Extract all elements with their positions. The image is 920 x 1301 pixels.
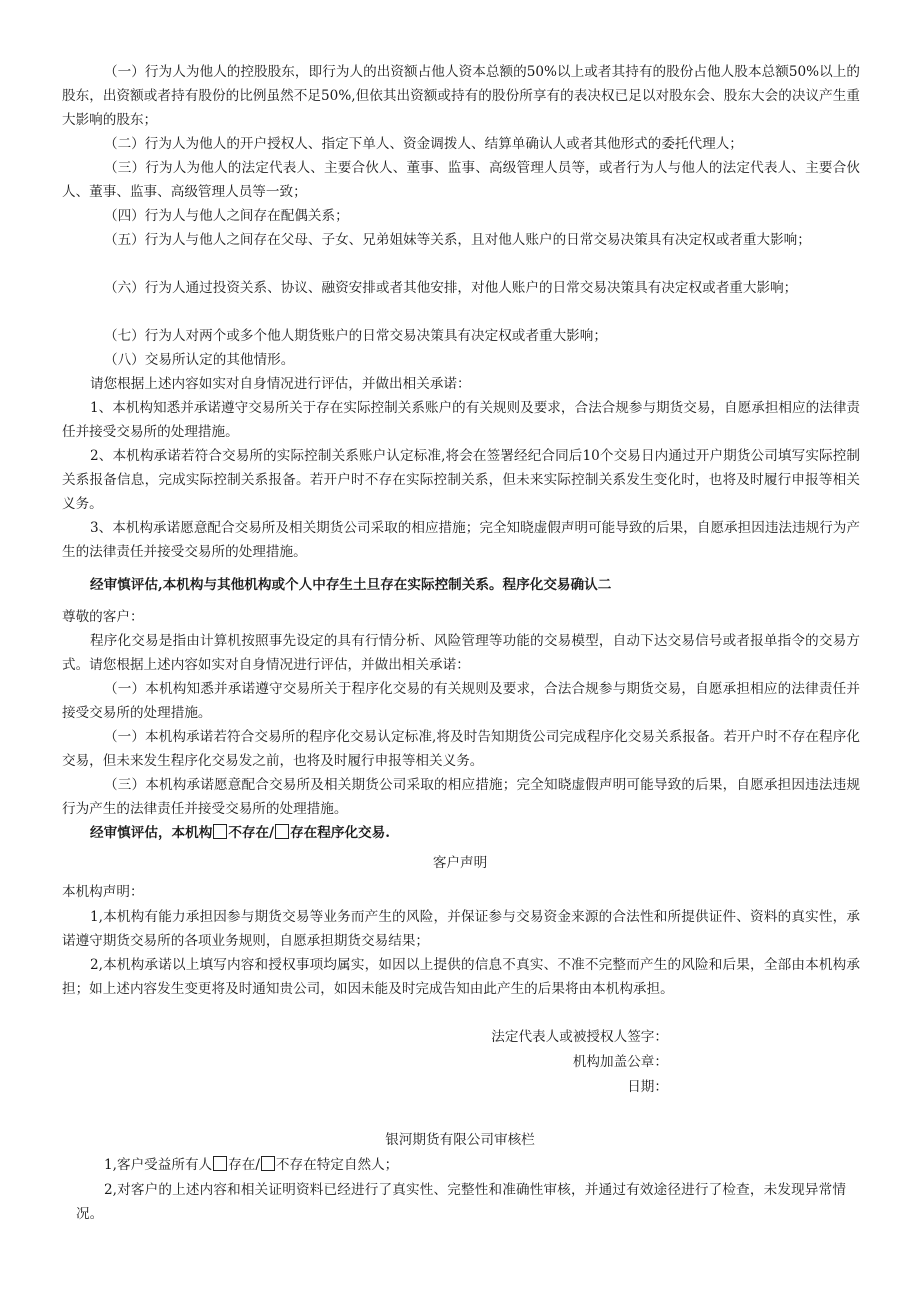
review-not-exist-checkbox[interactable] [261,1156,275,1171]
programmatic-intro: 程序化交易是指由计算机按照事先设定的具有行情分析、风险管理等功能的交易模型，自动下达交易信号或者报单指令的交易方式。请您根据上述内容如实对自身情况进行评估，并做出相关承诺： [62,633,860,673]
declaration-item-1: 1,本机构有能力承担因参与期货交易等业务而产生的风险，并保证参与交易资金来源的合法性和所提供证件、资料的真实性，承诺遵守期货交易所的各项业务规则，自愿承担期货交易结果； [62,909,860,949]
review-not-exist-label: 不存在特定自然人； [275,1157,399,1173]
assessment-prompt: 请您根据上述内容如实对自身情况进行评估，并做出相关承诺： [90,376,471,392]
criterion-8: （八）交易所认定的其他情形。 [104,352,295,368]
not-exist-checkbox[interactable] [213,824,227,839]
criterion-3: （三）行为人为他人的法定代表人、主要合伙人、董事、监事、高级管理人员等，或者行为人与他人的法定代表人、主要合伙人、董事、监事、高级管理人员等一致； [62,160,860,200]
programmatic-commitment-3: （三）本机构承诺愿意配合交易所及相关期货公司采取的相应措施；完全知晓虚假声明可能导致的后果，自愿承担因违法违规行为产生的法律责任并接受交易所的处理措施。 [62,777,860,817]
programmatic-commitment-1: （一）本机构知悉并承诺遵守交易所关于程序化交易的有关规则及要求，合法合规参与期货交易，自愿承担相应的法律责任并接受交易所的处理措施。 [62,681,860,721]
programmatic-commitment-2: （一）本机构承诺若符合交易所的程序化交易认定标准,将及时告知期货公司完成程序化交易关系报备。若开户时不存在程序化交易，但未来发生程序化交易发之前，也将及时履行申报等相关义务。 [62,729,860,769]
commitment-2: 2、本机构承诺若符合交易所的实际控制关系账户认定标准,将会在签署经纪合同后10个交易日内通过开户期货公司填写实际控制关系报备信息，完成实际控制关系报备。若开户时不存在实际控制关系，但未来实际控制关系发生变化时，也将及时履行申报等相关义务。 [62,448,860,512]
criterion-2: （二）行为人为他人的开户授权人、指定下单人、资金调拨人、结算单确认人或者其他形式的委托代理人； [104,136,743,152]
criterion-7: （七）行为人对两个或多个他人期货账户的日常交易决策具有决定权或者重大影响； [104,328,607,344]
criterion-6: （六）行为人通过投资关系、协议、融资安排或者其他安排，对他人账户的日常交易决策具有决定权或者重大影响； [104,280,798,296]
commitment-1: 1、本机构知悉并承诺遵守交易所关于存在实际控制关系账户的有关规则及要求，合法合规参与期货交易，自愿承担相应的法律责任并接受交易所的处理措施。 [62,400,860,440]
not-exist-label: 不存在/ [228,825,275,841]
salutation: 尊敬的客户： [62,609,144,625]
actual-control-conclusion: 经审慎评估,本机构与其他机构或个人中存生土旦存在实际控制关系。程序化交易确认二 [90,577,612,593]
criterion-1: （一）行为人为他人的控股股东，即行为人的出资额占他人资本总额的50%以上或者其持有的股份占他人股本总额50%以上的股东，出资额或者持有股份的比例虽然不足50%,但依其出资额或持有的股份所享有的表决权已足以对股东会、股东大会的决议产生重大影响的股东； [62,64,860,128]
exist-checkbox[interactable] [275,824,289,839]
criterion-5: （五）行为人与他人之间存在父母、子女、兄弟姐妹等关系，且对他人账户的日常交易决策具有决定权或者重大影响； [104,232,811,248]
declaration-title: 客户声明 [432,855,488,871]
review-exist-checkbox[interactable] [213,1156,227,1171]
declaration-item-2: 2,本机构承诺以上填写内容和授权事项均属实，如因以上提供的信息不真实、不准不完整而产生的风险和后果，全部由本机构承担；如上述内容发生变更将及时通知贵公司，如因未能及时完成告知由此产生的后果将由本机构承担。 [62,957,860,997]
exist-label: 存在程序化交易. [290,825,390,841]
review-title: 银河期货有限公司审核栏 [385,1132,535,1148]
seal-label: 机构加盖公章： [572,1054,668,1070]
programmatic-conclusion-prefix: 经审慎评估，本机构 [90,825,213,841]
review-item-1-prefix: 1,客户受益所有人 [104,1157,213,1173]
review-item-2: 2,对客户的上述内容和相关证明资料已经进行了真实性、完整性和准确性审核，并通过有效途径进行了检查，未发现异常情况。 [76,1182,846,1222]
commitment-3: 3、本机构承诺愿意配合交易所及相关期货公司采取的相应措施；完全知晓虚假声明可能导致的后果，自愿承担因违法违规行为产生的法律责任并接受交易所的处理措施。 [62,520,860,560]
review-exist-label: 存在/ [228,1157,260,1173]
review-item-1 [104,1153,860,1177]
declaration-lead: 本机构声明： [62,884,144,900]
signature-rep-label: 法定代表人或被授权人签字： [491,1029,668,1045]
criterion-4: （四）行为人与他人之间存在配偶关系； [104,208,349,224]
date-label: 日期： [627,1079,668,1095]
programmatic-conclusion [62,821,860,845]
